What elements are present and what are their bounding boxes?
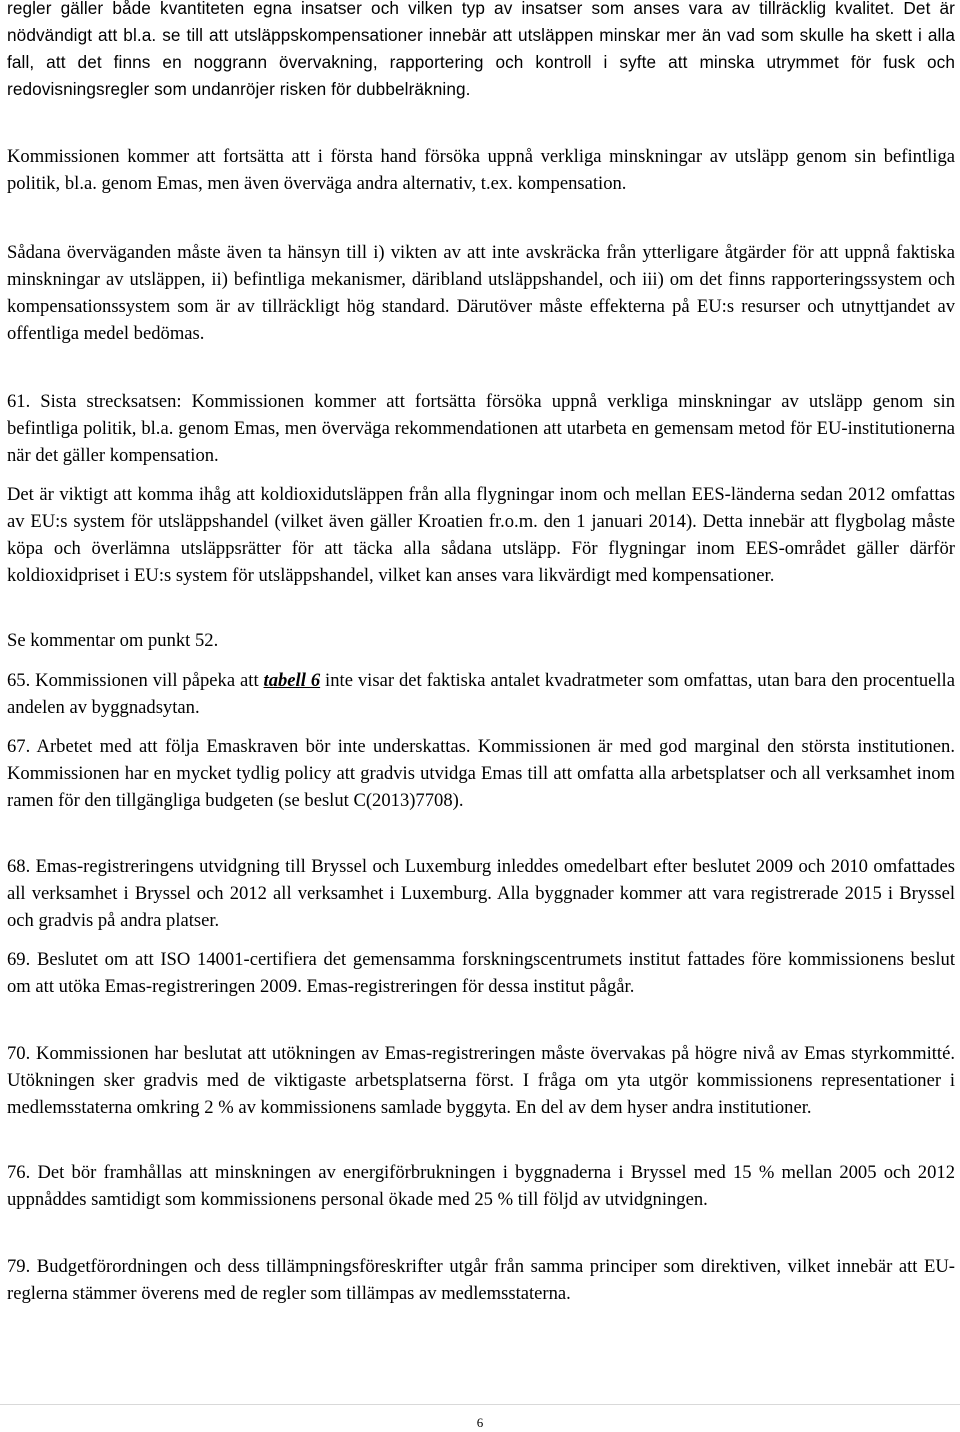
paragraph-commission-continue-efforts: Kommissionen kommer att fortsätta att i första hand försöka uppnå verkliga minskningar av utsläpp genom sin befintliga politik, bl.a. genom Emas, men även överväga andra alternativ, t.ex. kompensation. [7,146,955,194]
paragraph-point-65-end: inte visar det faktiska antalet kvadratmeter som omfattas, utan bara den procentuella andelen av byggnadsytan. [7,670,955,718]
paragraph-point-70: 70. Kommissionen har beslutat att utökningen av Emas-registreringen måste övervakas på högre nivå av Emas styrkommitté. Utökningen sker gradvis med de viktigaste arbetsplatserna först. I fråga om yta utgör kommissionens representationer i medlemsstaterna omkring 2 % av kommissionens samlade byggyta. En del av dem hyser andra institutioner. [7,1043,955,1118]
table-6-reference-link[interactable]: tabell 6 [263,670,321,691]
paragraph-considerations: Sådana överväganden måste även ta hänsyn till i) vikten av att inte avskräcka från ytterligare åtgärder för att uppnå faktiska minskningar av utsläppen, ii) befintliga mekanismer, däribland utsläppshandel, och iii) om det finns rapporteringssystem och kompensationssystem som är av tillräckligt hög standard. Därutöver måste effekterna på EU:s resurser och utnyttjandet av offentliga medel bedömas. [7,242,955,344]
paragraph-point-79: 79. Budgetförordningen och dess tillämpningsföreskrifter utgår från samma principer som direktiven, vilket innebär att EU-reglerna stämmer överens med de regler som tillämpas av medlemsstaterna. [7,1256,955,1304]
paragraph-point-68: 68. Emas-registreringens utvidgning till Bryssel och Luxemburg inleddes omedelbart efter beslutet 2009 och 2010 omfattades all verksamhet i Bryssel och 2012 all verksamhet i Luxemburg. Alla byggnader kommer att vara registrerade 2015 i Bryssel och gradvis på andra platser. [7,856,955,931]
paragraph-point-61: 61. Sista strecksatsen: Kommissionen kommer att fortsätta försöka uppnå verkliga minskningar av utsläpp genom sin befintliga politik, bl.a. genom Emas, men överväga rekommendationen att utarbeta en gemensam metod för EU-institutionerna när det gäller kompensation. [7,391,955,466]
paragraph-offset-verification: regler gäller både kvantiteten egna insatser och vilken typ av insatser som anses vara av tillräcklig kvalitet. Det är nödvändigt att bl.a. se till att utsläppskompensationer innebär att utsläppen minskar mer än vad som skulle ha skett i alla fall, att det finns en noggrann övervakning, rapportering och kontroll i syfte att minska utrymmet för fusk och redovisningsregler som undanröjer risken för dubbelräkning. [7,0,955,99]
paragraph-see-comment: Se kommentar om punkt 52. [7,630,219,651]
page-number: 6 [476,1415,484,1430]
paragraph-aviation-emissions: Det är viktigt att komma ihåg att koldioxidutsläppen från alla flygningar inom och mellan EES-länderna sedan 2012 omfattas av EU:s system för utsläppshandel (vilket även gäller Kroatien fr.o.m. den 1 januari 2014). Detta innebär att flygbolag måste köpa och överlämna utsläppsrätter för att täcka alla sådana utsläpp. För flygningar inom EES-området gäller därför koldioxidpriset i EU:s system för utsläppshandel, vilket kan anses vara likvärdigt med kompensationer. [7,484,955,586]
paragraph-point-69: 69. Beslutet om att ISO 14001-certifiera det gemensamma forskningscentrumets institut fattades före kommissionens beslut om att utöka Emas-registreringen 2009. Emas-registreringen för dessa institut pågår. [7,949,955,997]
footer-divider [0,1404,960,1405]
paragraph-point-65 [7,667,955,721]
paragraph-point-76: 76. Det bör framhållas att minskningen av energiförbrukningen i byggnaderna i Bryssel med 15 % mellan 2005 och 2012 uppnåddes samtidigt som kommissionens personal ökade med 25 % till följd av utvidgningen. [7,1162,955,1210]
paragraph-point-65-start: 65. Kommissionen vill påpeka att [7,670,264,691]
paragraph-point-67: 67. Arbetet med att följa Emaskraven bör inte underskattas. Kommissionen är med god marginal den största institutionen. Kommissionen har en mycket tydlig policy att gradvis utvidga Emas till att omfatta alla arbetsplatser och all verksamhet inom ramen för den tillgängliga budgeten (se beslut C(2013)7708). [7,736,955,811]
